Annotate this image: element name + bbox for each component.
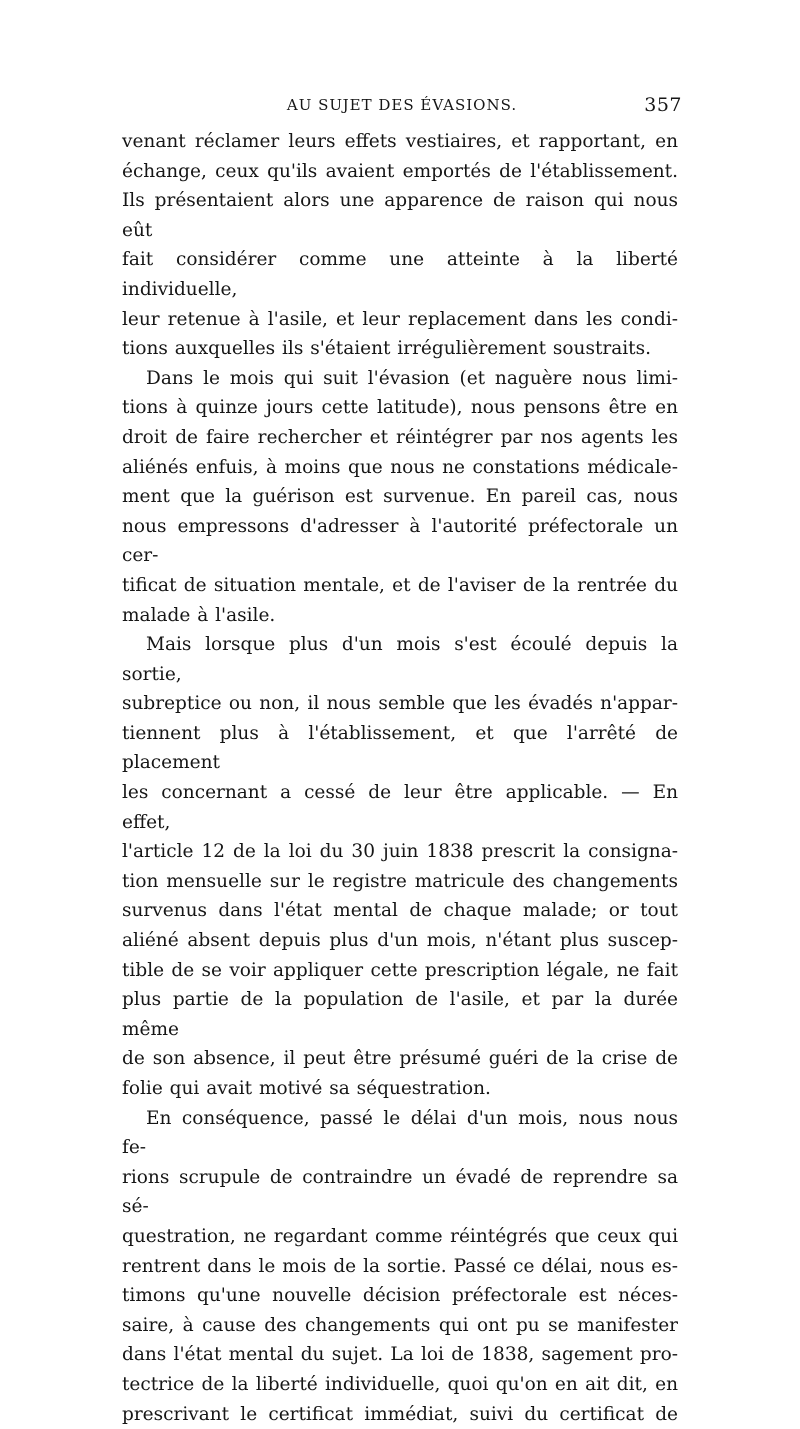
text-line: malade à l'asile.: [122, 604, 276, 626]
text-line: folie qui avait motivé sa séquestration.: [122, 1078, 491, 1099]
text-line: nous empressons d'adresser à l'autorité préfectorale un cer-: [122, 515, 678, 567]
text-line: l'article 12 de la loi du 30 juin 1838 prescrit la consigna-: [122, 841, 678, 863]
text-line: échange, ceux qu'ils avaient emportés de l'établissement.: [122, 160, 678, 182]
text-line: les concernant a cessé de leur être applicable. — En effet,: [122, 782, 678, 833]
text-line: aliénés enfuis, à moins que nous ne constations médicale-: [122, 456, 678, 478]
text-line: ment que la guérison est survenue. En pareil cas, nous: [122, 486, 678, 508]
text-line: de son absence, il peut être présumé guéri de la crise de: [122, 1048, 678, 1070]
text-line: tions auxquelles ils s'étaient irrégulièrement soustraits.: [122, 338, 651, 360]
text-line: aliéné absent depuis plus d'un mois, n'étant plus suscep-: [122, 930, 678, 952]
running-head: [122, 93, 682, 117]
text-line: venant réclamer leurs effets vestiaires, et rapportant, en: [122, 131, 678, 152]
text-line: subreptice ou non, il nous semble que les évadés n'appar-: [122, 693, 678, 715]
text-line: tificat de situation mentale, et de l'aviser de la rentrée du: [122, 574, 678, 596]
text-line: tectrice de la liberté individuelle, quoi qu'on en ait dit, en: [122, 1373, 678, 1395]
text-line: survenus dans l'état mental de chaque malade; or tout: [122, 900, 678, 922]
text-line: prescrivant le certificat immédiat, suivi du certificat de: [122, 1403, 678, 1425]
page-number: 357: [644, 94, 682, 116]
text-line: tible de se voir appliquer cette prescription légale, ne fait: [122, 959, 678, 981]
text-line: En conséquence, passé le délai d'un mois, nous nous fe-: [122, 1107, 678, 1159]
text-line: questration, ne regardant comme réintégrés que ceux qui: [122, 1225, 678, 1247]
text-line: plus partie de la population de l'asile, et par la durée même: [122, 989, 678, 1040]
text-line: Mais lorsque plus d'un mois s'est écoulé depuis la sortie,: [122, 634, 678, 685]
text-line: droit de faire rechercher et réintégrer par nos agents les: [122, 426, 678, 448]
text-line: leur retenue à l'asile, et leur replacement dans les condi-: [122, 308, 678, 330]
body-text: [122, 127, 678, 1429]
text-line: tiennent plus à l'établissement, et que l'arrêté de placement: [122, 722, 678, 774]
text-line: rentrent dans le mois de la sortie. Passé ce délai, nous es-: [122, 1255, 678, 1277]
text-line: dans l'état mental du sujet. La loi de 1838, sagement pro-: [122, 1344, 678, 1366]
text-line: rions scrupule de contraindre un évadé de reprendre sa sé-: [122, 1166, 678, 1218]
running-title: AU SUJET DES ÉVASIONS.: [286, 96, 518, 114]
text-line: Dans le mois qui suit l'évasion (et naguère nous limi-: [146, 367, 678, 389]
text-line: timons qu'une nouvelle décision préfectorale est néces-: [122, 1285, 678, 1307]
text-line: fait considérer comme une atteinte à la liberté individuelle,: [122, 249, 678, 300]
text-line: Ils présentaient alors une apparence de raison qui nous eût: [122, 190, 678, 241]
text-line: tions à quinze jours cette latitude), nous pensons être en: [122, 397, 678, 419]
text-line: tion mensuelle sur le registre matricule des changements: [122, 870, 678, 892]
text-line: saire, à cause des changements qui ont pu se manifester: [122, 1314, 678, 1336]
